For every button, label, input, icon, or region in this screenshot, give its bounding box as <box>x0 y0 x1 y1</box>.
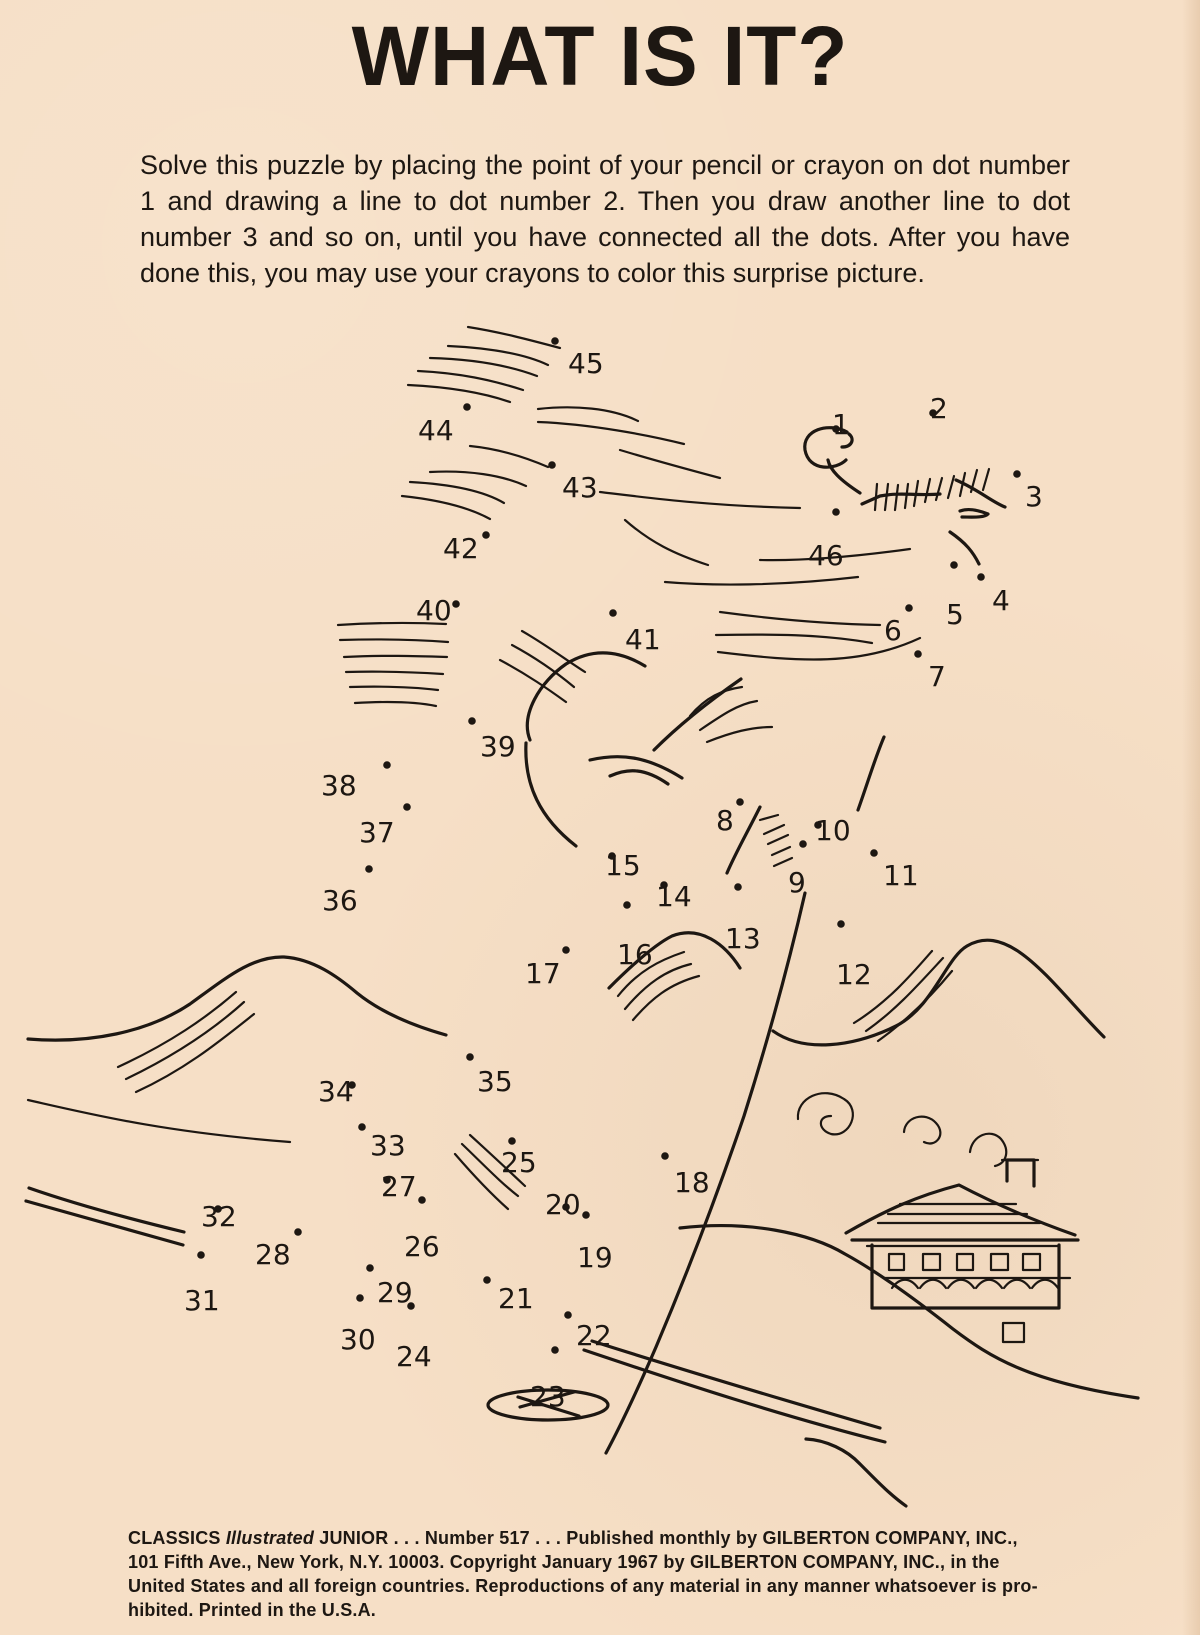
footer-line-4: hibited. Printed in the U.S.A. <box>128 1600 377 1620</box>
dot-point-5 <box>950 561 958 569</box>
dot-point-7 <box>914 650 922 658</box>
footer-line-2: 101 Fifth Ave., New York, N.Y. 10003. Copyright January 1967 by GILBERTON COMPANY, INC., in the <box>128 1552 1000 1572</box>
dot-to-dot-illustration <box>0 320 1200 1540</box>
dot-label-23: 23 <box>530 1380 566 1413</box>
dot-point-18 <box>661 1152 669 1160</box>
dot-point-46 <box>832 508 840 516</box>
dot-label-11: 11 <box>883 859 919 892</box>
dot-label-40: 40 <box>416 594 452 627</box>
dot-label-20: 20 <box>545 1188 581 1221</box>
dot-label-13: 13 <box>725 922 761 955</box>
dot-point-36 <box>365 865 373 873</box>
dot-label-2: 2 <box>930 392 948 425</box>
dot-label-31: 31 <box>184 1284 220 1317</box>
dot-label-43: 43 <box>562 471 598 504</box>
dot-label-25: 25 <box>501 1146 537 1179</box>
dot-label-38: 38 <box>321 769 357 802</box>
dot-label-29: 29 <box>377 1276 413 1309</box>
dot-label-39: 39 <box>480 730 516 763</box>
dot-label-35: 35 <box>477 1065 513 1098</box>
dot-label-34: 34 <box>318 1075 354 1108</box>
footer-line-1 <box>128 1526 1173 1550</box>
dot-point-4 <box>977 573 985 581</box>
dot-label-32: 32 <box>201 1200 237 1233</box>
dot-point-22 <box>564 1311 572 1319</box>
dot-label-19: 19 <box>577 1241 613 1274</box>
publication-footer <box>128 1526 1173 1622</box>
mountain-scene-group <box>26 893 1138 1506</box>
dot-point-33 <box>358 1123 366 1131</box>
dot-point-41 <box>609 609 617 617</box>
footer-publication-prefix: CLASSICS <box>128 1528 226 1548</box>
dot-point-37 <box>403 803 411 811</box>
dot-label-5: 5 <box>946 598 964 631</box>
page-title: WHAT IS IT? <box>351 9 849 104</box>
dot-label-27: 27 <box>381 1170 417 1203</box>
dot-label-33: 33 <box>370 1129 406 1162</box>
dot-point-31 <box>197 1251 205 1259</box>
footer-publication-italic: Illustrated <box>225 1528 315 1548</box>
dot-label-12: 12 <box>836 958 872 991</box>
dot-label-9: 9 <box>788 866 806 899</box>
dot-point-9 <box>799 840 807 848</box>
dot-point-13 <box>734 883 742 891</box>
dot-point-26 <box>418 1196 426 1204</box>
dot-point-23 <box>551 1346 559 1354</box>
dot-point-21 <box>483 1276 491 1284</box>
dot-point-44 <box>463 403 471 411</box>
dot-label-1: 1 <box>832 408 850 441</box>
dot-point-43 <box>548 461 556 469</box>
dot-label-36: 36 <box>322 884 358 917</box>
dot-point-17 <box>562 946 570 954</box>
dot-point-12 <box>837 920 845 928</box>
dot-point-42 <box>482 531 490 539</box>
speed-lines-group <box>338 327 920 1209</box>
dot-label-3: 3 <box>1025 480 1043 513</box>
dot-label-46: 46 <box>808 539 844 572</box>
dot-label-16: 16 <box>617 938 653 971</box>
dot-label-7: 7 <box>928 660 946 693</box>
skier-outline-group <box>526 428 1005 1020</box>
dot-label-24: 24 <box>396 1340 432 1373</box>
chalet-group <box>846 1160 1078 1342</box>
instructions-text: Solve this puzzle by placing the point of your pencil or crayon on dot number 1 and drawing a line to dot number 2. Then you draw another line to dot number 3 and so on, until you have connected all the dots. After you have done this, you may use your crayons to color this surprise picture. <box>140 150 1070 288</box>
footer-line-3: United States and all foreign countries. Reproductions of any material in any manner whatsoever is pro- <box>128 1576 1038 1596</box>
footer-publication-suffix: JUNIOR . . . Number 517 . . . Published monthly by GILBERTON COMPANY, INC., <box>314 1528 1018 1548</box>
dot-label-15: 15 <box>605 849 641 882</box>
dot-label-42: 42 <box>443 532 479 565</box>
dot-point-30 <box>356 1294 364 1302</box>
dot-label-17: 17 <box>525 957 561 990</box>
dot-label-18: 18 <box>674 1166 710 1199</box>
dot-label-41: 41 <box>625 623 661 656</box>
dot-point-28 <box>294 1228 302 1236</box>
dot-point-40 <box>452 600 460 608</box>
dot-label-28: 28 <box>255 1238 291 1271</box>
dot-grid-group <box>184 337 1043 1413</box>
dot-label-21: 21 <box>498 1282 534 1315</box>
dot-point-3 <box>1013 470 1021 478</box>
dot-point-29 <box>366 1264 374 1272</box>
dot-point-25 <box>508 1137 516 1145</box>
dot-point-35 <box>466 1053 474 1061</box>
dot-point-45 <box>551 337 559 345</box>
dot-point-39 <box>468 717 476 725</box>
dot-label-4: 4 <box>992 584 1010 617</box>
dot-label-45: 45 <box>568 347 604 380</box>
dot-label-30: 30 <box>340 1323 376 1356</box>
dot-point-6 <box>905 604 913 612</box>
dot-label-8: 8 <box>716 804 734 837</box>
dot-label-26: 26 <box>404 1230 440 1263</box>
dot-label-37: 37 <box>359 816 395 849</box>
dot-label-44: 44 <box>418 414 454 447</box>
dot-point-16 <box>623 901 631 909</box>
dot-label-14: 14 <box>656 880 692 913</box>
dot-point-19 <box>582 1211 590 1219</box>
dot-label-22: 22 <box>576 1319 612 1352</box>
dot-point-8 <box>736 798 744 806</box>
dot-point-11 <box>870 849 878 857</box>
dot-label-6: 6 <box>884 614 902 647</box>
dot-label-10: 10 <box>815 814 851 847</box>
dot-point-38 <box>383 761 391 769</box>
